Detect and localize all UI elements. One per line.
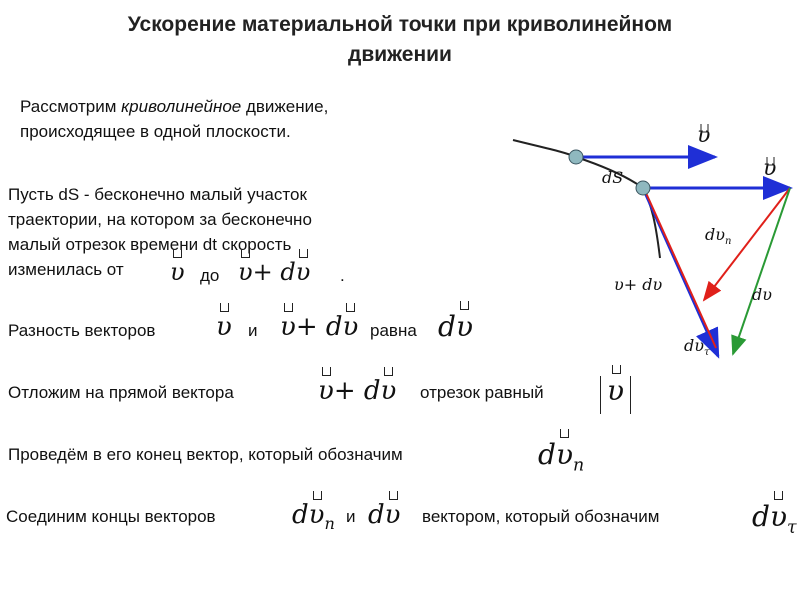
velocity-plus-dv-symbol: υ+ dυ — [280, 312, 359, 342]
velocity-label-2: υ — [763, 156, 777, 181]
dv-label: dυ — [752, 285, 772, 304]
intro-text-a: Рассмотрим — [20, 97, 122, 116]
dv-symbol: dυ — [438, 310, 473, 343]
dv-vector — [733, 188, 790, 354]
and-text: и — [248, 321, 258, 340]
intro-line-2: происходящее в одной плоскости. — [20, 122, 291, 141]
dv-n-symbol: $d\upsilon_n$ — [292, 500, 335, 534]
dv-n-symbol: $d\upsilon_n$ — [538, 438, 585, 476]
definition-text-from: изменилась от — [8, 260, 124, 279]
tangential-segment — [646, 193, 716, 348]
title-line-2: движении — [348, 43, 452, 66]
definition-line-3: малый отрезок времени dt скорость — [8, 235, 292, 254]
dv-tau-symbol: $d\upsilon_\tau$ — [752, 500, 797, 538]
dv-n-vector — [704, 188, 790, 300]
lay-off-text: Отложим на прямой вектора — [8, 383, 234, 402]
velocity-plus-dv-symbol: υ+ dυ — [318, 376, 397, 406]
vector-denote-text: вектором, который обозначим — [422, 507, 660, 526]
title-line-1: Ускорение материальной точки при криволинейном — [127, 13, 673, 36]
velocity-label-1: υ — [697, 123, 711, 148]
velocity-magnitude-symbol: υ — [607, 374, 625, 407]
difference-text: Разность векторов — [8, 321, 156, 340]
equals-text: равна — [370, 321, 417, 340]
dv-tau-label: $d\upsilon_\tau$ — [684, 336, 710, 358]
dv-n-label: $d\upsilon_n$ — [705, 225, 732, 247]
v-plus-dv-label: υ+ dυ — [614, 275, 663, 294]
intro-text-italic: криволинейное — [121, 97, 242, 116]
definition-line-1: Пусть dS - бесконечно малый участок — [8, 185, 307, 204]
velocity-symbol: υ — [170, 258, 185, 286]
intro-text-c: движение, — [241, 97, 329, 116]
segment-equal-text: отрезок равный — [420, 383, 544, 402]
draw-vector-text: Проведём в его конец вектор, который обозначим — [8, 445, 403, 464]
definition-text-period: . — [340, 266, 345, 285]
definition-text-to: до — [200, 266, 220, 285]
and-text: и — [346, 507, 356, 526]
connect-ends-text: Соединим концы векторов — [6, 507, 216, 526]
trajectory-point-2 — [636, 181, 650, 195]
dv-symbol: dυ — [368, 500, 401, 530]
ds-label: dS — [602, 168, 624, 187]
velocity-plus-dv-symbol: υ+ dυ — [238, 258, 311, 286]
definition-line-2: траектории, на котором за бесконечно — [8, 210, 312, 229]
velocity-symbol: υ — [216, 312, 232, 342]
trajectory-point-1 — [569, 150, 583, 164]
